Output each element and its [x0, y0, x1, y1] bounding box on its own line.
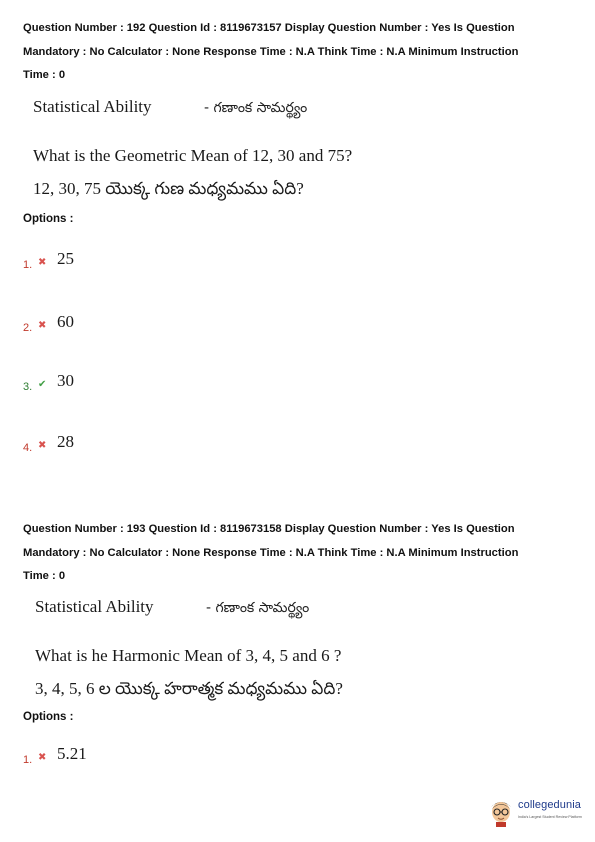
question-meta — [23, 17, 583, 88]
meta-line-1: Question Number : 192 Question Id : 8119673157 Display Question Number : Yes Is Question — [23, 22, 515, 34]
option-number: 3. — [23, 381, 33, 393]
meta-line-3: Time : 0 — [23, 69, 66, 81]
option-number: 1. — [23, 754, 33, 766]
subject-telugu: - గణాంక సామర్థ్యం — [206, 600, 310, 616]
question-text-telugu: 12, 30, 75 యొక్క గుణ మధ్యమము ఏది? — [33, 179, 304, 198]
meta-line-1: Question Number : 193 Question Id : 8119673158 Display Question Number : Yes Is Question — [23, 523, 515, 535]
option-value: 5.21 — [57, 744, 87, 763]
question-text-telugu: 3, 4, 5, 6 ల యొక్క హరాత్మక మధ్యమము ఏది? — [35, 679, 343, 698]
question-text-english: What is he Harmonic Mean of 3, 4, 5 and 6 ? — [35, 646, 342, 665]
subject-english: Statistical Ability — [35, 597, 154, 616]
option-number: 2. — [23, 322, 33, 334]
subject-english: Statistical Ability — [33, 97, 152, 116]
meta-line-2: Mandatory : No Calculator : None Response Time : N.A Think Time : N.A Minimum Instruction — [23, 546, 519, 559]
option-value: 28 — [57, 432, 74, 451]
options-label: Options : — [23, 711, 74, 723]
cross-icon: ✖ — [38, 752, 47, 763]
meta-line-2: Mandatory : No Calculator : None Response Time : N.A Think Time : N.A Minimum Instruction — [23, 45, 519, 58]
options-label: Options : — [23, 213, 74, 225]
mascot-icon — [488, 797, 514, 827]
cross-icon: ✖ — [38, 257, 47, 268]
question-text-english: What is the Geometric Mean of 12, 30 and 75? — [33, 146, 353, 165]
brand-name: collegedunia — [518, 799, 581, 811]
check-icon: ✔ — [38, 379, 47, 390]
brand-tagline: India's Largest Student Review Platform — [518, 815, 582, 819]
option-value: 25 — [57, 249, 74, 268]
option-value: 60 — [57, 312, 74, 331]
collegedunia-logo — [488, 795, 588, 831]
option-value: 30 — [57, 371, 74, 390]
cross-icon: ✖ — [38, 440, 47, 451]
meta-line-3: Time : 0 — [23, 570, 66, 582]
cross-icon: ✖ — [38, 320, 47, 331]
option-number: 1. — [23, 259, 33, 271]
option-number: 4. — [23, 442, 33, 454]
subject-telugu: - గణాంక సామర్థ్యం — [204, 100, 308, 116]
question-meta — [23, 518, 583, 589]
